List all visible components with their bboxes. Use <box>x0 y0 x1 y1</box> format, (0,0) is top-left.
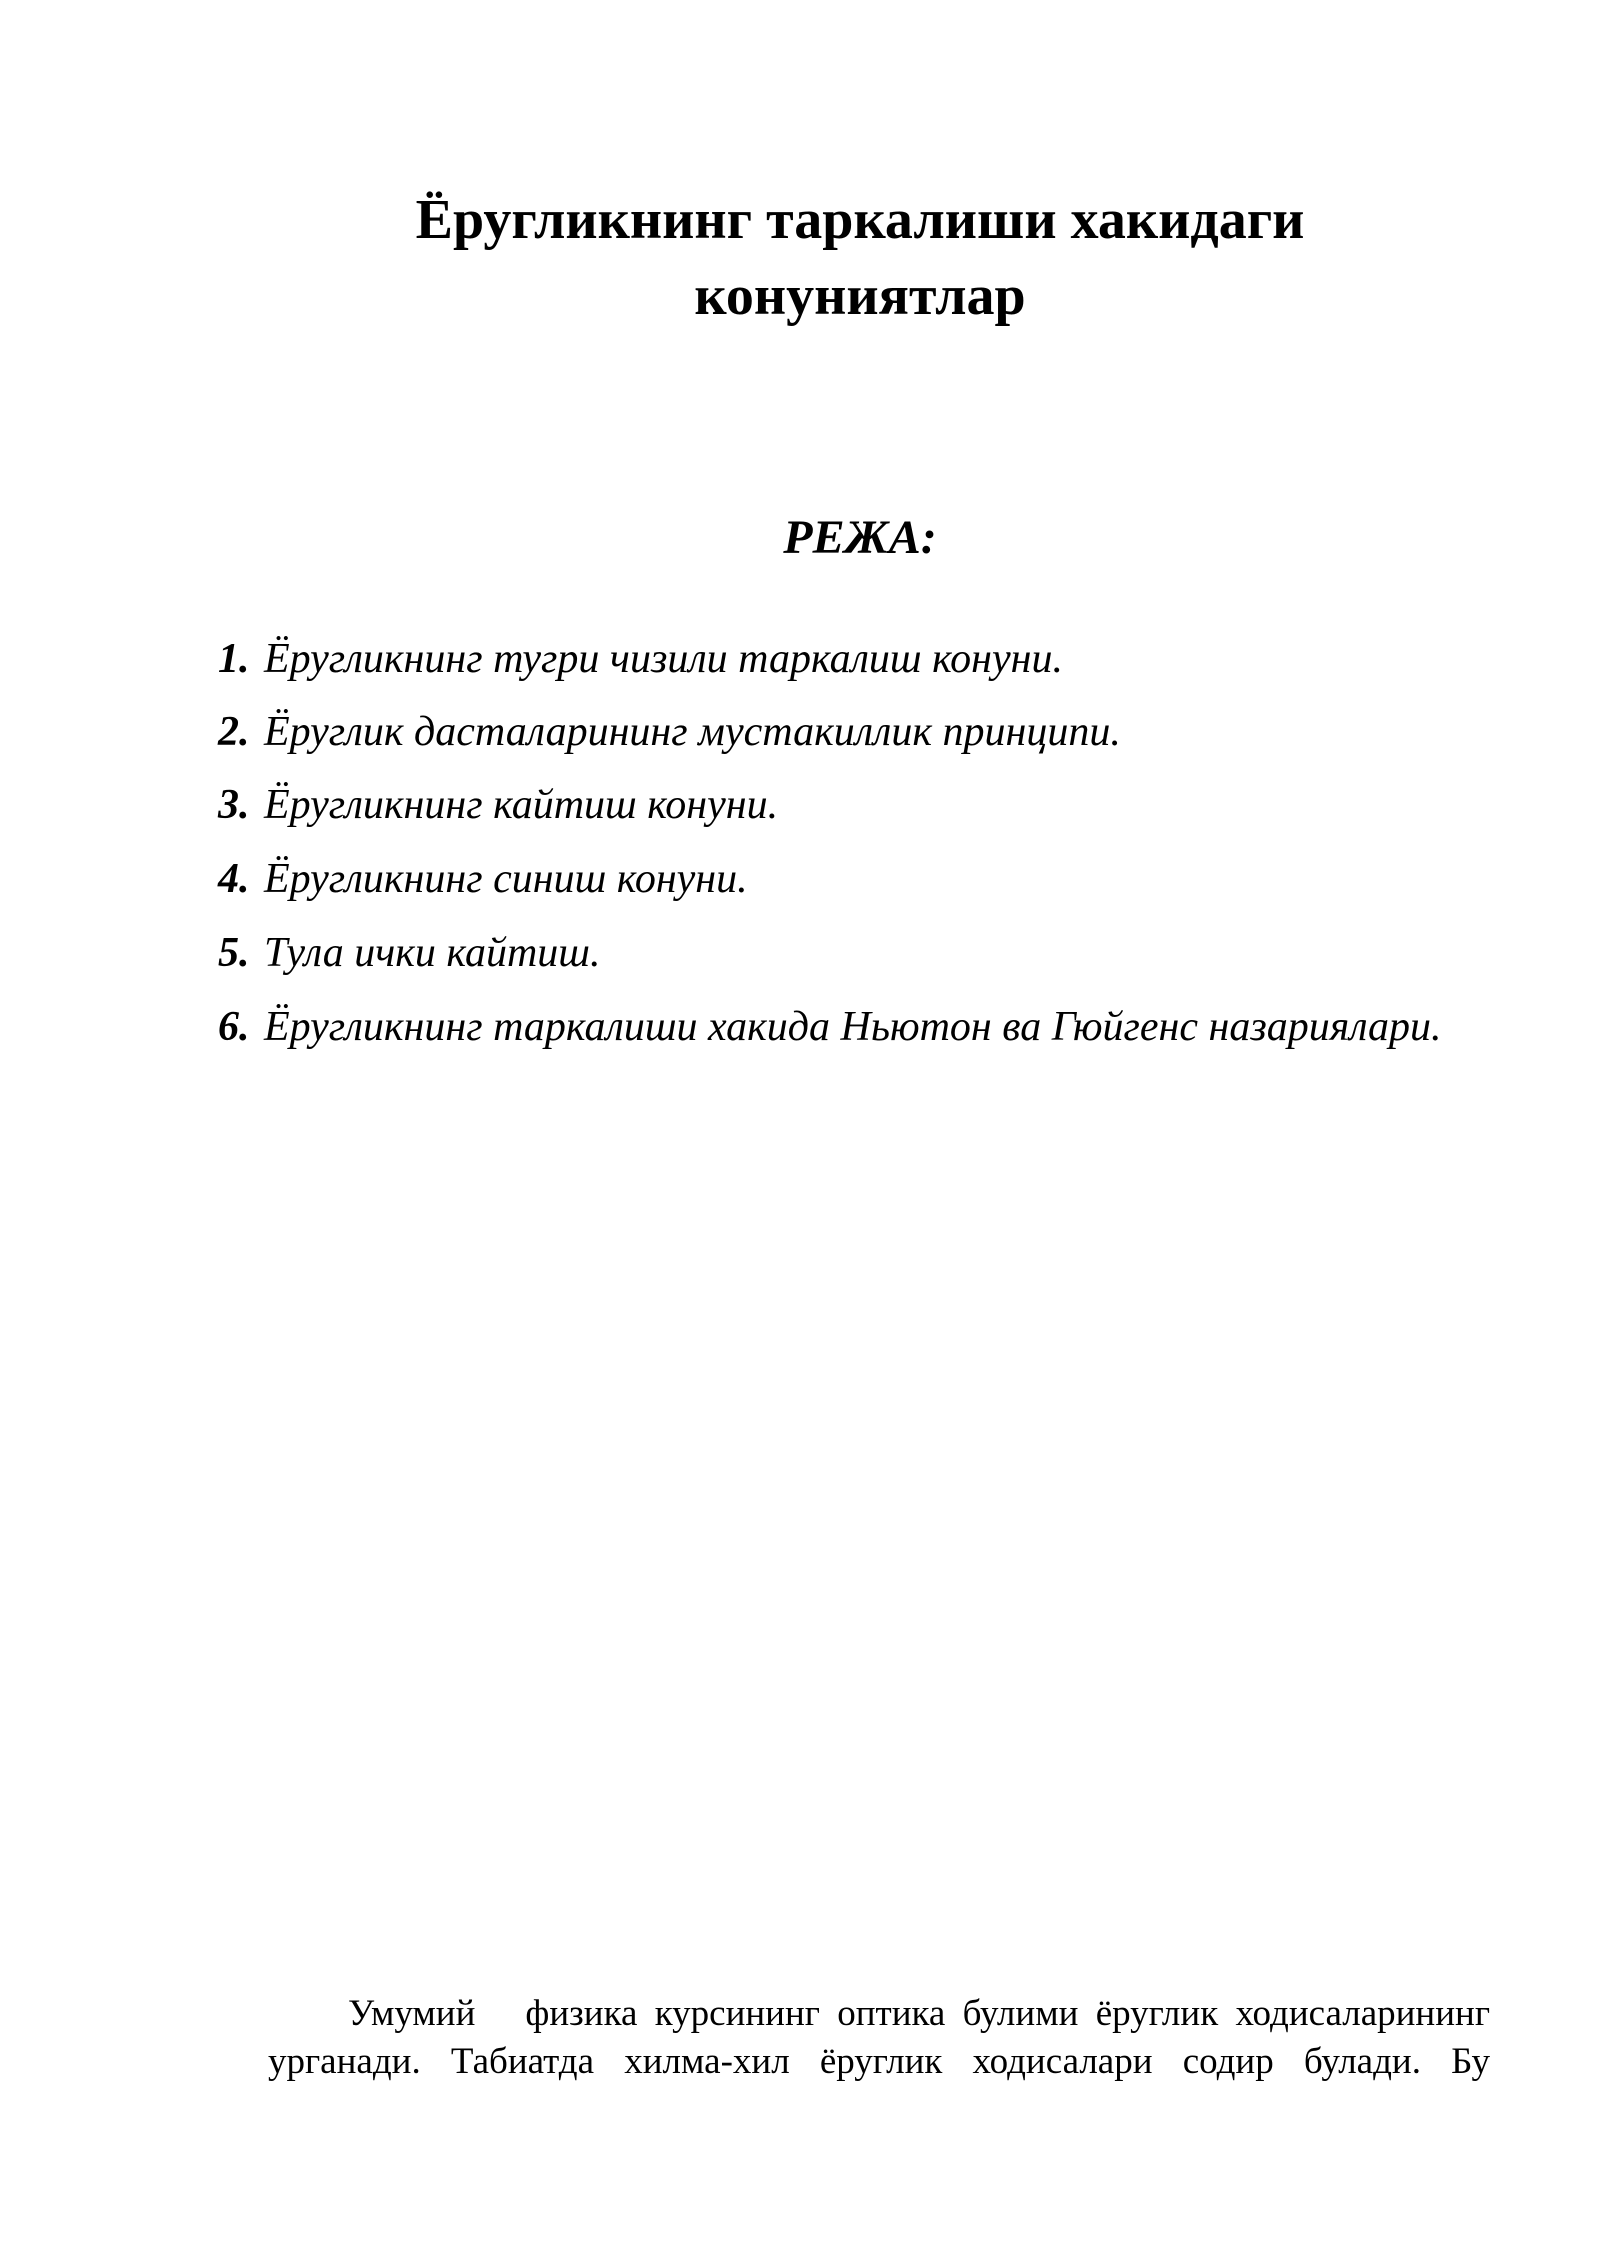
plan-item-number: 5. <box>218 930 250 976</box>
plan-item-2 <box>218 705 1121 759</box>
title-line-1: Ёругликнинг таркалиши хакидаги <box>415 189 1305 251</box>
body-line-1-rest: физика курсининг оптика булими ёруглик ходисаларининг <box>525 1993 1490 2034</box>
plan-item-number: 6. <box>218 1004 250 1050</box>
plan-item-1 <box>218 632 1063 686</box>
plan-item-3 <box>218 778 778 832</box>
plan-item-number: 4. <box>218 856 250 902</box>
plan-item-text: Ёругликнинг кайтиш конуни. <box>264 782 779 828</box>
plan-item-number: 2. <box>218 709 250 755</box>
plan-item-text: Ёругликнинг тугри чизили таркалиш конуни. <box>264 636 1063 682</box>
plan-item-text: Тула ички кайтиш. <box>264 930 601 976</box>
page-title <box>380 182 1340 334</box>
title-line-2: конуниятлар <box>694 265 1026 327</box>
plan-item-4 <box>218 852 748 906</box>
body-paragraph <box>268 1990 1490 2086</box>
body-line-2: урганади. Табиатда хилма-хил ёруглик ходисалари содир булади. Бу <box>268 2041 1490 2082</box>
plan-item-text: Ёруглик дасталарининг мустакиллик принципи. <box>264 709 1121 755</box>
plan-item-number: 1. <box>218 636 250 682</box>
plan-item-6 <box>218 1000 1442 1054</box>
plan-item-text: Ёругликнинг таркалиши хакида Ньютон ва Гюйгенс назариялари. <box>264 1004 1442 1050</box>
body-line-1-first-word: Умумий <box>348 1993 476 2034</box>
plan-item-number: 3. <box>218 782 250 828</box>
plan-item-5 <box>218 926 601 980</box>
body-line-1 <box>268 1990 1490 2038</box>
plan-heading: РЕЖА: <box>783 511 937 564</box>
plan-item-text: Ёругликнинг синиш конуни. <box>264 856 748 902</box>
